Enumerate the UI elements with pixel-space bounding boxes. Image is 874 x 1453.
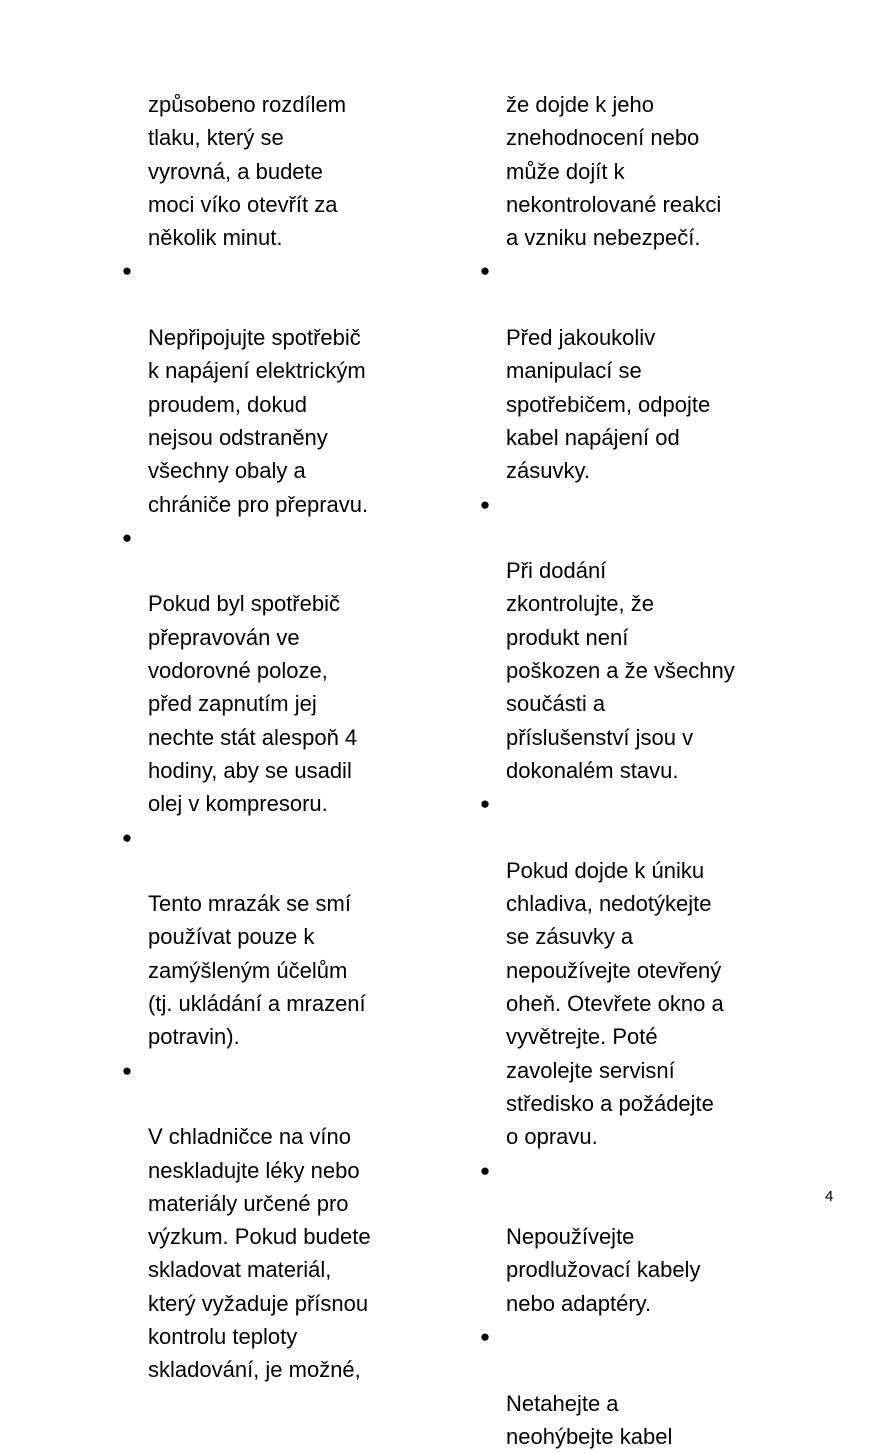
- bullet-icon: ●: [121, 527, 133, 547]
- list-item-text: V chladničce na víno neskladujte léky nebo materiály určené pro výzkum. Pokud budete skladovat materiál, který vyžaduje přísnou kontrolu teploty skladování, je možné,: [148, 1124, 371, 1383]
- page-number: 4: [825, 1188, 834, 1205]
- list-item-text: Nepoužívejte prodlužovací kabely nebo adaptéry.: [506, 1224, 701, 1316]
- bullet-icon: ●: [121, 261, 133, 281]
- list-item: [479, 787, 776, 1153]
- bullet-icon: ●: [121, 1060, 133, 1080]
- list-item: [479, 1154, 776, 1320]
- bullet-icon: ●: [121, 827, 133, 847]
- list-item-text: Nepřipojujte spotřebič k napájení elektrickým proudem, dokud nejsou odstraněny všechny obaly a chrániče pro přepravu.: [148, 325, 369, 517]
- list-item: [479, 254, 776, 487]
- list-item-text: Před jakoukoliv manipulací se spotřebičem, odpojte kabel napájení od zásuvky.: [506, 325, 711, 484]
- list-item: [121, 821, 418, 1054]
- list-item: [121, 254, 418, 520]
- list-item-text: Pokud dojde k úniku chladiva, nedotýkejte se zásuvky a nepoužívejte otevřený oheň. Otevřete okno a vyvětrejte. Poté zavolejte servisní středisko a požádejte o opravu.: [506, 857, 724, 1150]
- left-continuation-text: způsobeno rozdílem tlaku, který se vyrovná, a budete moci víko otevřít za několik minut.: [148, 92, 347, 251]
- list-item: [121, 1054, 418, 1387]
- list-item: [121, 521, 418, 821]
- bullet-icon: ●: [479, 261, 491, 281]
- list-item: [479, 488, 776, 788]
- list-item-text: Tento mrazák se smí používat pouze k zamýšleným účelům (tj. ukládání a mrazení potravin).: [148, 891, 366, 1050]
- bullet-icon: ●: [479, 794, 491, 814]
- bullet-icon: ●: [479, 494, 491, 514]
- list-item-text: Při dodání zkontrolujte, že produkt není poškozen a že všechny součásti a příslušenství jsou v dokonalém stavu.: [506, 558, 735, 783]
- right-continuation-text: že dojde k jeho znehodnocení nebo může dojít k nekontrolované reakci a vzniku nebezpečí.: [506, 92, 722, 251]
- bullet-icon: ●: [479, 1326, 491, 1346]
- list-item-text: Netahejte a neohýbejte kabel: [506, 1390, 673, 1449]
- list-item-text: Pokud byl spotřebič přepravován ve vodorovné poloze, před zapnutím jej nechte stát alespoň 4 hodiny, aby se usadil olej v kompresoru.: [148, 591, 358, 817]
- bullet-icon: ●: [479, 1160, 491, 1180]
- list-item: [479, 1320, 776, 1453]
- left-column: [121, 88, 418, 1387]
- right-column: [479, 88, 776, 1453]
